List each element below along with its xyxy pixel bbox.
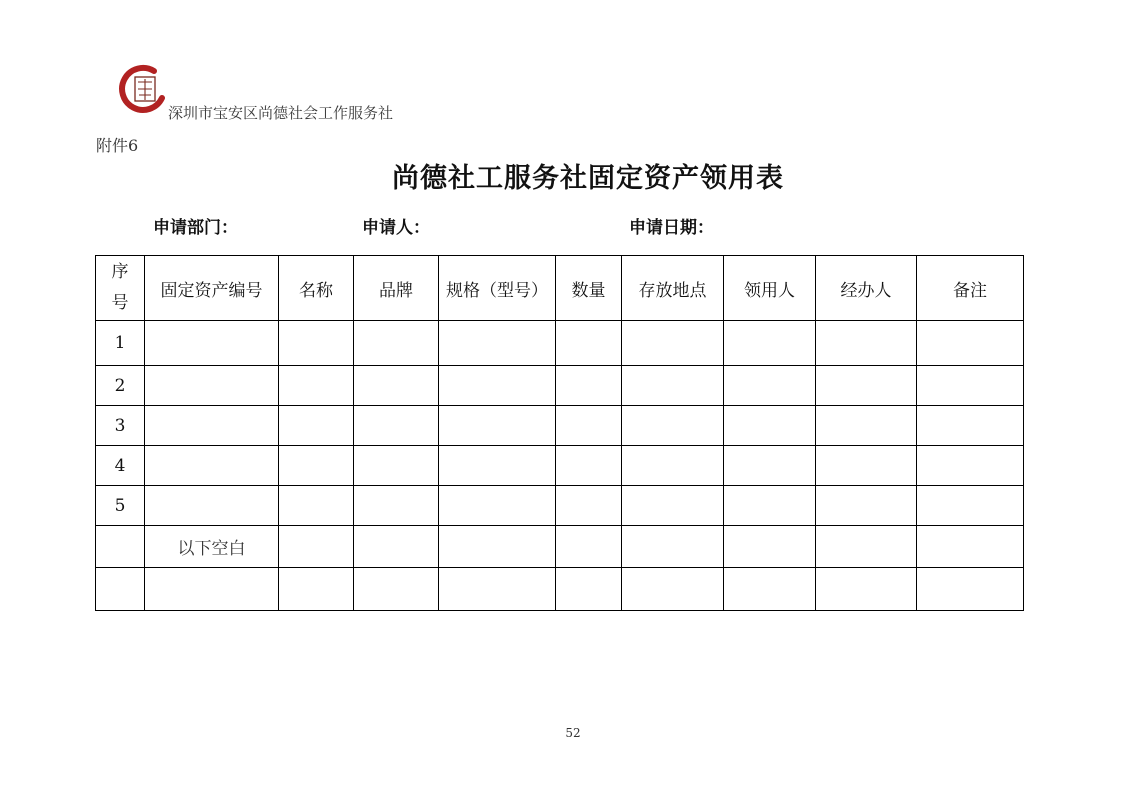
table-cell[interactable]	[622, 321, 724, 366]
table-cell[interactable]	[279, 321, 354, 366]
table-cell[interactable]	[279, 366, 354, 406]
table-row	[96, 366, 1024, 406]
table-cell[interactable]	[145, 321, 279, 366]
table-cell[interactable]	[556, 406, 622, 446]
table-cell[interactable]	[622, 366, 724, 406]
table-cell[interactable]	[279, 568, 354, 611]
table-cell[interactable]	[622, 486, 724, 526]
table-row	[96, 568, 1024, 611]
row-number-cell[interactable]: 5	[96, 486, 145, 526]
table-cell[interactable]	[724, 446, 816, 486]
table-cell[interactable]	[622, 568, 724, 611]
column-header-asset-id: 固定资产编号	[145, 256, 279, 321]
table-cell[interactable]	[622, 406, 724, 446]
column-header-remarks: 备注	[917, 256, 1024, 321]
column-header-brand: 品牌	[354, 256, 439, 321]
table-cell[interactable]	[724, 406, 816, 446]
column-header-quantity: 数量	[556, 256, 622, 321]
table-cell[interactable]	[439, 568, 556, 611]
column-header-seq: 序号	[96, 256, 145, 321]
row-number-cell[interactable]: 2	[96, 366, 145, 406]
table-cell[interactable]	[279, 526, 354, 568]
table-cell[interactable]	[145, 406, 279, 446]
table-cell[interactable]	[354, 526, 439, 568]
table-cell[interactable]	[145, 446, 279, 486]
table-cell[interactable]	[354, 568, 439, 611]
table-cell[interactable]	[917, 366, 1024, 406]
applicant-field-label: 申请人：	[362, 218, 430, 238]
column-header-handler: 经办人	[816, 256, 917, 321]
table-cell[interactable]	[816, 446, 917, 486]
table-body	[96, 321, 1024, 611]
table-cell[interactable]	[279, 446, 354, 486]
blank-below-note[interactable]: 以下空白	[145, 526, 279, 568]
table-cell[interactable]	[917, 321, 1024, 366]
table-cell[interactable]	[556, 366, 622, 406]
table-cell[interactable]	[622, 526, 724, 568]
page-number: 52	[565, 726, 581, 740]
table-cell[interactable]	[439, 321, 556, 366]
table-cell[interactable]	[816, 321, 917, 366]
table-cell[interactable]	[439, 446, 556, 486]
table-cell[interactable]	[816, 406, 917, 446]
table-cell[interactable]	[816, 366, 917, 406]
table-row	[96, 526, 1024, 568]
table-cell[interactable]	[354, 366, 439, 406]
table-cell[interactable]	[439, 366, 556, 406]
table-cell[interactable]	[439, 406, 556, 446]
table-cell[interactable]	[556, 446, 622, 486]
table-row	[96, 486, 1024, 526]
column-header-location: 存放地点	[622, 256, 724, 321]
attachment-label: 附件6	[96, 136, 139, 155]
table-cell[interactable]	[556, 526, 622, 568]
table-cell[interactable]	[917, 526, 1024, 568]
row-number-cell[interactable]: 4	[96, 446, 145, 486]
department-field-label: 申请部门：	[153, 218, 238, 238]
column-header-name: 名称	[279, 256, 354, 321]
table-cell[interactable]	[816, 568, 917, 611]
asset-table	[95, 255, 1024, 611]
row-number-cell[interactable]: 3	[96, 406, 145, 446]
table-cell[interactable]	[724, 366, 816, 406]
table-cell[interactable]	[917, 486, 1024, 526]
table-cell[interactable]	[354, 446, 439, 486]
table-cell[interactable]	[724, 321, 816, 366]
table-cell[interactable]	[917, 406, 1024, 446]
table-cell[interactable]	[279, 406, 354, 446]
table-header-row	[96, 256, 1024, 321]
table-cell[interactable]	[354, 406, 439, 446]
table-cell[interactable]	[354, 321, 439, 366]
date-field-label: 申请日期：	[629, 218, 714, 238]
row-number-cell[interactable]	[96, 526, 145, 568]
table-cell[interactable]	[724, 486, 816, 526]
table-row	[96, 446, 1024, 486]
table-cell[interactable]	[724, 526, 816, 568]
row-number-cell[interactable]: 1	[96, 321, 145, 366]
organization-logo	[116, 62, 170, 116]
table-cell[interactable]	[724, 568, 816, 611]
column-header-recipient: 领用人	[724, 256, 816, 321]
table-cell[interactable]	[556, 568, 622, 611]
table-cell[interactable]	[917, 568, 1024, 611]
table-cell[interactable]	[145, 568, 279, 611]
table-row	[96, 321, 1024, 366]
table-cell[interactable]	[556, 486, 622, 526]
table-cell[interactable]	[556, 321, 622, 366]
table-cell[interactable]	[145, 486, 279, 526]
table-cell[interactable]	[354, 486, 439, 526]
form-title: 尚德社工服务社固定资产领用表	[392, 163, 784, 194]
column-header-spec: 规格（型号）	[439, 256, 556, 321]
table-cell[interactable]	[622, 446, 724, 486]
table-cell[interactable]	[439, 526, 556, 568]
table-cell[interactable]	[439, 486, 556, 526]
organization-name: 深圳市宝安区尚德社会工作服务社	[168, 104, 394, 122]
table-cell[interactable]	[279, 486, 354, 526]
table-row	[96, 406, 1024, 446]
table-cell[interactable]	[816, 486, 917, 526]
row-number-cell[interactable]	[96, 568, 145, 611]
table-cell[interactable]	[816, 526, 917, 568]
table-cell[interactable]	[917, 446, 1024, 486]
table-cell[interactable]	[145, 366, 279, 406]
